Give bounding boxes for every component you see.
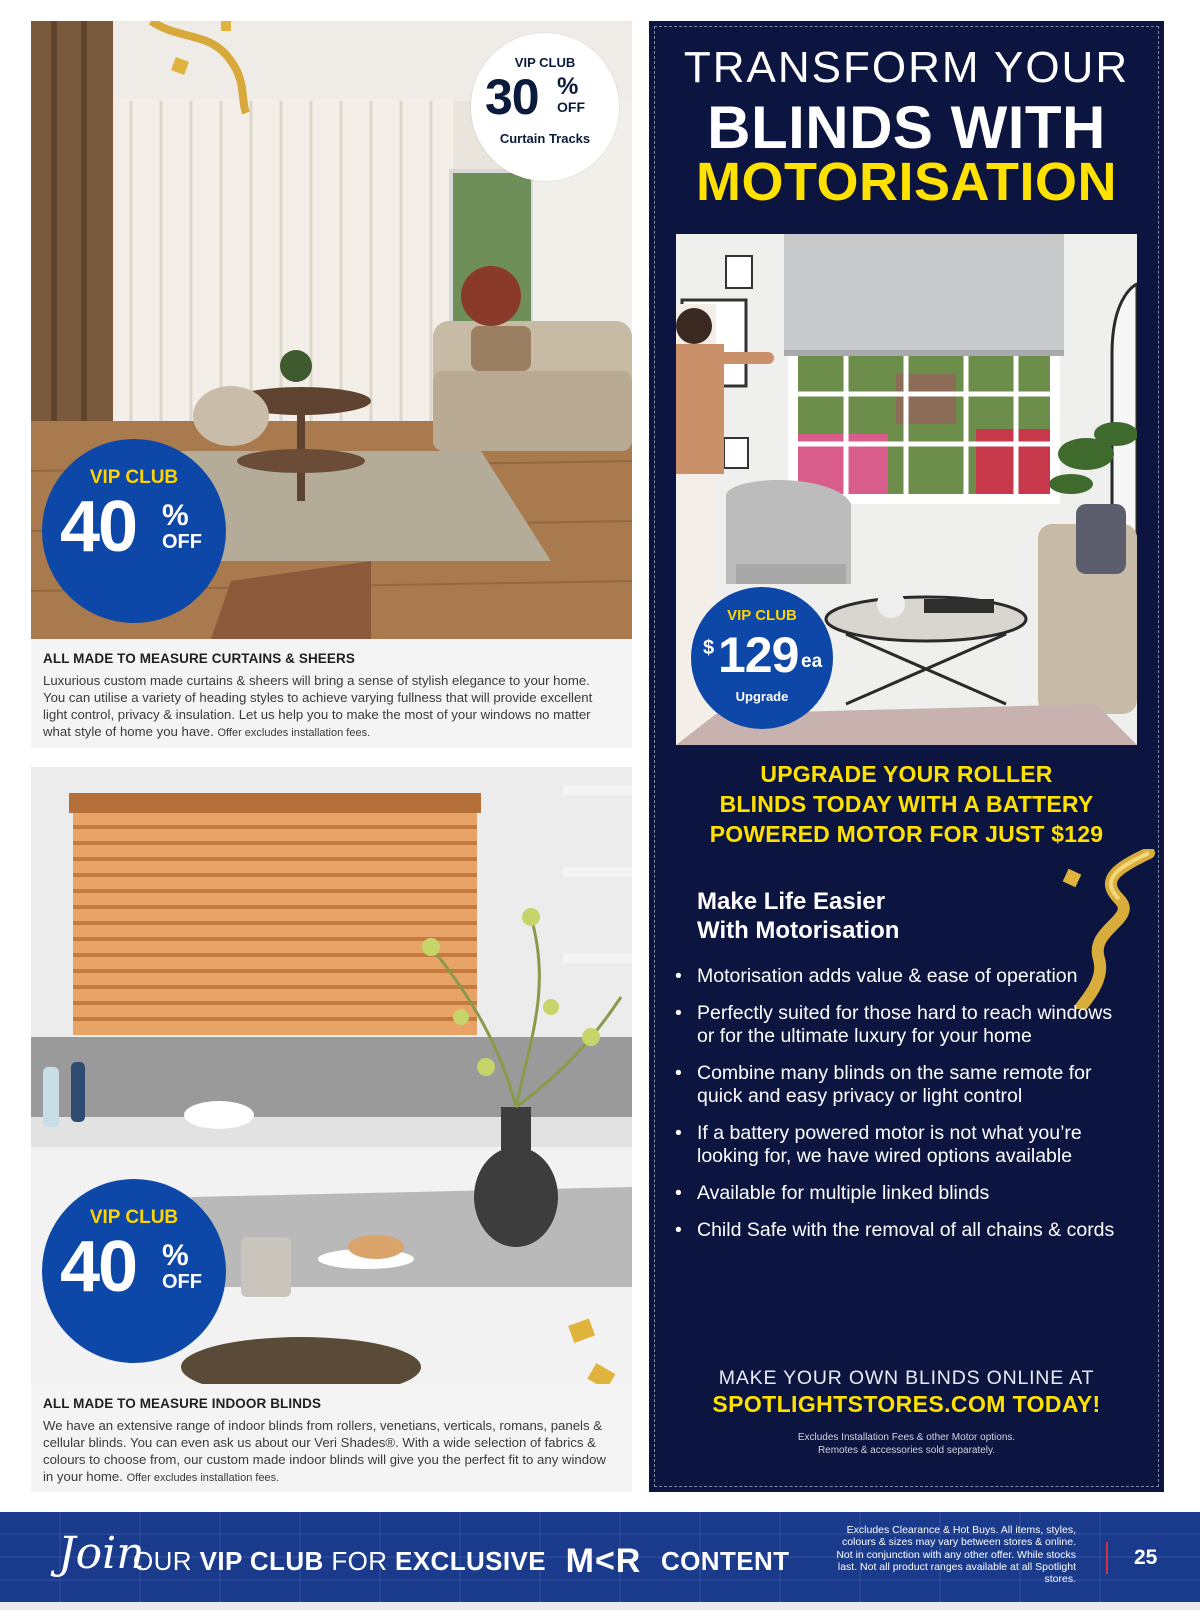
bottom-strip xyxy=(0,1602,1200,1610)
indoor-blinds-card xyxy=(31,767,632,1492)
badge-percent-sign: % xyxy=(162,499,189,532)
list-item: • Motorisation adds value & ease of operation xyxy=(673,965,1124,988)
badge-upgrade-label: Upgrade xyxy=(735,689,789,704)
mkr-logo: M<R xyxy=(565,1542,642,1580)
motor-fine-print xyxy=(649,1431,1164,1457)
vip-club-footer-banner xyxy=(0,1512,1200,1602)
list-item: • Combine many blinds on the same remote for quick and easy privacy or light control xyxy=(673,1062,1124,1108)
badge-percent: 40 xyxy=(60,487,137,567)
footer-our: OUR xyxy=(133,1546,192,1576)
badge-sub-label: Curtain Tracks xyxy=(499,131,591,146)
vip-40-off-blinds-badge xyxy=(42,1179,226,1363)
blinds-body-text: We have an extensive range of indoor blinds from rollers, venetians, verticals, romans, panels & cellular blinds. You can even ask us about our Veri Shades®. With a wide selection of fabrics & colours to choose from, our custom made indoor blinds will give you the perfect fit to any window in your home. xyxy=(43,1418,606,1484)
promo-line: POWERED MOTOR FOR JUST $129 xyxy=(709,821,1104,847)
panel-title-line-3: MOTORISATION xyxy=(696,152,1117,212)
curtains-card xyxy=(31,21,632,748)
curtains-body xyxy=(43,672,610,742)
online-cta-line-1: MAKE YOUR OWN BLINDS ONLINE AT xyxy=(718,1367,1095,1389)
promo-line: UPGRADE YOUR ROLLER xyxy=(760,761,1053,787)
upgrade-promo-text xyxy=(659,759,1154,849)
badge-vip-label: VIP CLUB xyxy=(89,1207,179,1228)
fine-print-line: Excludes Installation Fees & other Motor options. xyxy=(797,1432,1016,1443)
badge-off-label: OFF xyxy=(162,531,202,553)
page-number: 25 xyxy=(1134,1546,1158,1569)
list-item: • Perfectly suited for those hard to reach windows or for the ultimate luxury for your home xyxy=(673,1002,1124,1048)
blinds-body xyxy=(43,1417,610,1487)
motorisation-panel xyxy=(649,21,1164,1492)
blinds-heading: ALL MADE TO MEASURE INDOOR BLINDS xyxy=(43,1396,322,1411)
vip-129-upgrade-badge xyxy=(691,587,833,729)
footer-terms: Excludes Clearance & Hot Buys. All items, styles, colours & sizes may vary between stores & online. Not in conjunction with any other offer. While stocks last. Not all product ranges available at all Spotlight stores. xyxy=(836,1524,1076,1586)
vip-40-off-curtains-badge xyxy=(42,439,226,623)
badge-currency: $ xyxy=(703,637,715,659)
badge-unit: ea xyxy=(801,651,823,672)
list-item: • If a battery powered motor is not what you’re looking for, we have wired options available xyxy=(673,1122,1124,1168)
curtains-description xyxy=(43,651,610,742)
join-script-text: Join xyxy=(58,1528,145,1579)
motorisation-benefits-list xyxy=(673,965,1124,1256)
vip-30-off-curtain-tracks-badge xyxy=(471,33,619,181)
badge-price-amount: 129 xyxy=(718,627,799,683)
badge-percent: 30 xyxy=(485,69,539,125)
curtains-body-text: Luxurious custom made curtains & sheers will bring a sense of stylish elegance to your home. You can utilise a variety of heading styles to achieve varying fullness that will provide excellent light control, privacy & insulation. Let us help you to make the most of your windows no matter what style of home you have. xyxy=(43,673,593,739)
curtains-fine-print: Offer excludes installation fees. xyxy=(217,727,371,739)
footer-content: CONTENT xyxy=(660,1546,790,1576)
footer-tagline xyxy=(133,1542,789,1581)
badge-vip-label: VIP CLUB xyxy=(727,607,797,624)
badge-off-label: OFF xyxy=(557,99,585,115)
blinds-fine-print: Offer excludes installation fees. xyxy=(126,1472,280,1484)
fine-print-line: Remotes & accessories sold separately. xyxy=(817,1445,996,1456)
website-link[interactable]: SPOTLIGHTSTORES.COM TODAY! xyxy=(712,1391,1101,1417)
panel-title-line-1: TRANSFORM YOUR xyxy=(683,43,1130,92)
badge-percent: 40 xyxy=(60,1227,137,1307)
badge-vip-label: VIP CLUB xyxy=(89,467,179,488)
badge-off-label: OFF xyxy=(162,1271,202,1293)
footer-for: FOR xyxy=(331,1546,388,1576)
panel-title-line-2: BLINDS WITH xyxy=(707,94,1106,161)
sub-heading-line: With Motorisation xyxy=(697,917,900,944)
list-item: • Available for multiple linked blinds xyxy=(673,1182,1124,1205)
badge-percent-sign: % xyxy=(162,1239,189,1272)
blinds-description xyxy=(43,1396,610,1487)
list-item: • Child Safe with the removal of all chains & cords xyxy=(673,1219,1124,1242)
footer-exclusive: EXCLUSIVE xyxy=(395,1546,546,1576)
badge-vip-label: VIP CLUB xyxy=(514,55,576,70)
footer-vip-club: VIP CLUB xyxy=(199,1546,324,1576)
badge-percent-sign: % xyxy=(557,73,579,100)
sub-heading-line: Make Life Easier xyxy=(697,888,886,915)
footer-divider xyxy=(1106,1542,1108,1574)
make-life-easier-heading xyxy=(697,887,899,945)
curtains-heading: ALL MADE TO MEASURE CURTAINS & SHEERS xyxy=(43,651,355,666)
promo-line: BLINDS TODAY WITH A BATTERY xyxy=(719,791,1094,817)
